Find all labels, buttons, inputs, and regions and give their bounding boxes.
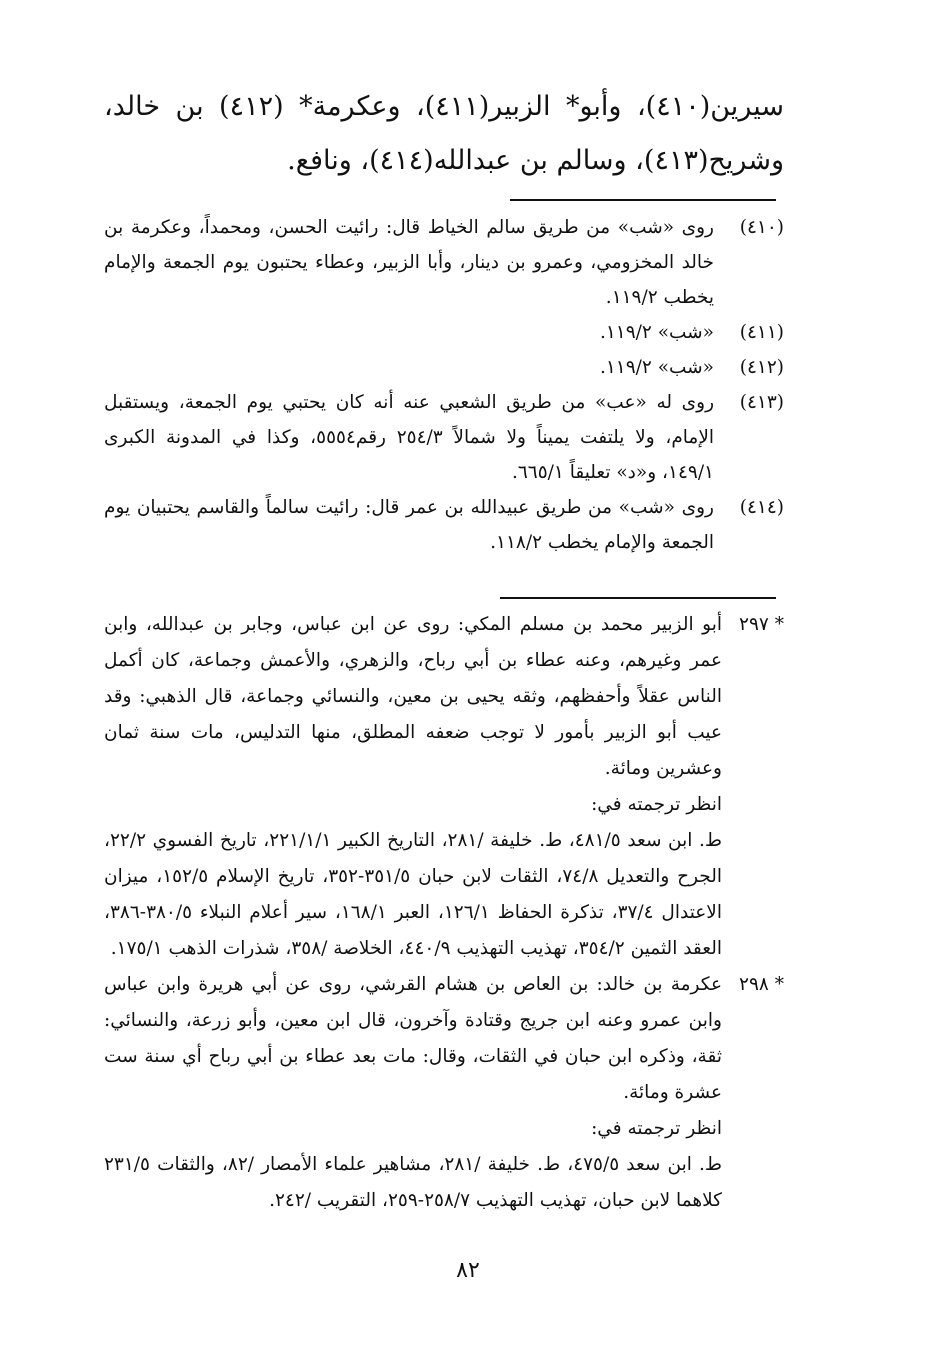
biography-divider	[500, 597, 776, 599]
biography-entry	[104, 967, 784, 1219]
footnote-text: «شب» ١١٩/٢.	[599, 357, 714, 378]
biography-text: عكرمة بن خالد: بن العاص بن هشام القرشي، روى عن أبي هريرة وابن عباس وابن عمرو وعنه ابن جريج وقتادة وآخرون، قال ابن معين، وأبو زرعة، والنسائي: ثقة، وذكره ابن حبان في الثقات، وقال: مات بعد عطاء بن أبي رباح أي سنة ست عشرة ومائة.	[104, 974, 722, 1103]
footnote-text: روى له «عب» من طريق الشعبي عنه أنه كان يحتبي يوم الجمعة، ويستقبل الإمام، ولا يلتفت يميناً ولا شمالاً ٢٥٤/٣ رقم٥٥٥٤، وكذا في المدونة الكبرى ١٤٩/١، و«د» تعليقاً ٦٦٥/١.	[104, 392, 715, 483]
footnote-text: روى «شب» من طريق سالم الخياط قال: رائيت الحسن، ومحمداً، وعكرمة بن خالد المخزومي، وعمرو بن دينار، وأبا الزبير، وعطاء يحتبون يوم الجمعة والإمام يخطب ١١٩/٢.	[104, 217, 714, 308]
footnote-item	[104, 210, 784, 315]
footnote-item	[104, 385, 784, 490]
biography-body	[104, 967, 722, 1219]
footnote-item	[104, 350, 784, 385]
footnote-item	[104, 315, 784, 350]
footnote-number: (٤١٤)	[739, 497, 784, 518]
footnotes-section	[104, 210, 784, 560]
biography-number: * ٢٩٨	[739, 974, 784, 995]
biography-body	[104, 607, 722, 967]
biography-entry	[104, 607, 784, 967]
main-text-paragraph: سيرين(٤١٠)، وأبو* الزبير(٤١١)، وعكرمة* (٤١٢) بن خالد، وشريح(٤١٣)، وسالم بن عبدالله(٤١٤)، ونافع.	[104, 91, 784, 176]
biography-sources: ط. ابن سعد ٤٨١/٥، ط. خليفة /٢٨١، التاريخ الكبير ٢٢١/١/١، تاريخ الفسوي ٢٢/٢، الجرح والتعديل ٧٤/٨، الثقات لابن حبان ٣٥١/٥-٣٥٢، تاريخ الإسلام ١٥٢/٥، ميزان الاعتدال ٣٧/٤، تذكرة الحفاظ ١٢٦/١، العبر ١٦٨/١، سير أعلام النبلاء ٣٨٠/٥-٣٨٦، العقد الثمين ٣٥٤/٢، تهذيب التهذيب ٤٤٠/٩، الخلاصة /٣٥٨، شذرات الذهب ١٧٥/١.	[104, 830, 723, 959]
footnote-item	[104, 490, 784, 560]
biography-text: أبو الزبير محمد بن مسلم المكي: روى عن ابن عباس، وجابر بن عبدالله، وابن عمر وغيرهم، وعنه عطاء بن أبي رباح، والزهري، والأعمش وجماعة، كان أكمل الناس عقلاً وأحفظهم، وثقه يحيى بن معين، والنسائي وجماعة، قال الذهبي: وقد عيب أبو الزبير بأمور لا توجب ضعفه المطلق، منها التدليس، مات سنة ثمان وعشرين ومائة.	[104, 614, 722, 779]
footnote-number: (٤١١)	[739, 322, 784, 343]
see-translation-label: انظر ترجمته في:	[591, 1118, 722, 1139]
see-translation-label: انظر ترجمته في:	[591, 794, 722, 815]
footnote-divider	[510, 199, 776, 201]
biographies-section	[104, 607, 784, 1219]
footnote-number: (٤١٢)	[739, 357, 784, 378]
footnote-number: (٤١٠)	[739, 217, 784, 238]
footnote-number: (٤١٣)	[739, 392, 784, 413]
footnote-text: روى «شب» من طريق عبيدالله بن عمر قال: رائيت سالماً والقاسم يحتبيان يوم الجمعة والإمام يخطب ١١٨/٢.	[104, 497, 714, 553]
footnote-text: «شب» ١١٩/٢.	[599, 322, 714, 343]
page-number: ٨٢	[456, 1258, 480, 1283]
biography-number: * ٢٩٧	[739, 614, 784, 635]
biography-sources: ط. ابن سعد ٤٧٥/٥، ط. خليفة /٢٨١، مشاهير علماء الأمصار /٨٢، والثقات ٢٣١/٥ كلاهما لابن حبان، تهذيب التهذيب ٢٥٨/٧-٢٥٩، التقريب /٢٤٢.	[104, 1154, 723, 1211]
